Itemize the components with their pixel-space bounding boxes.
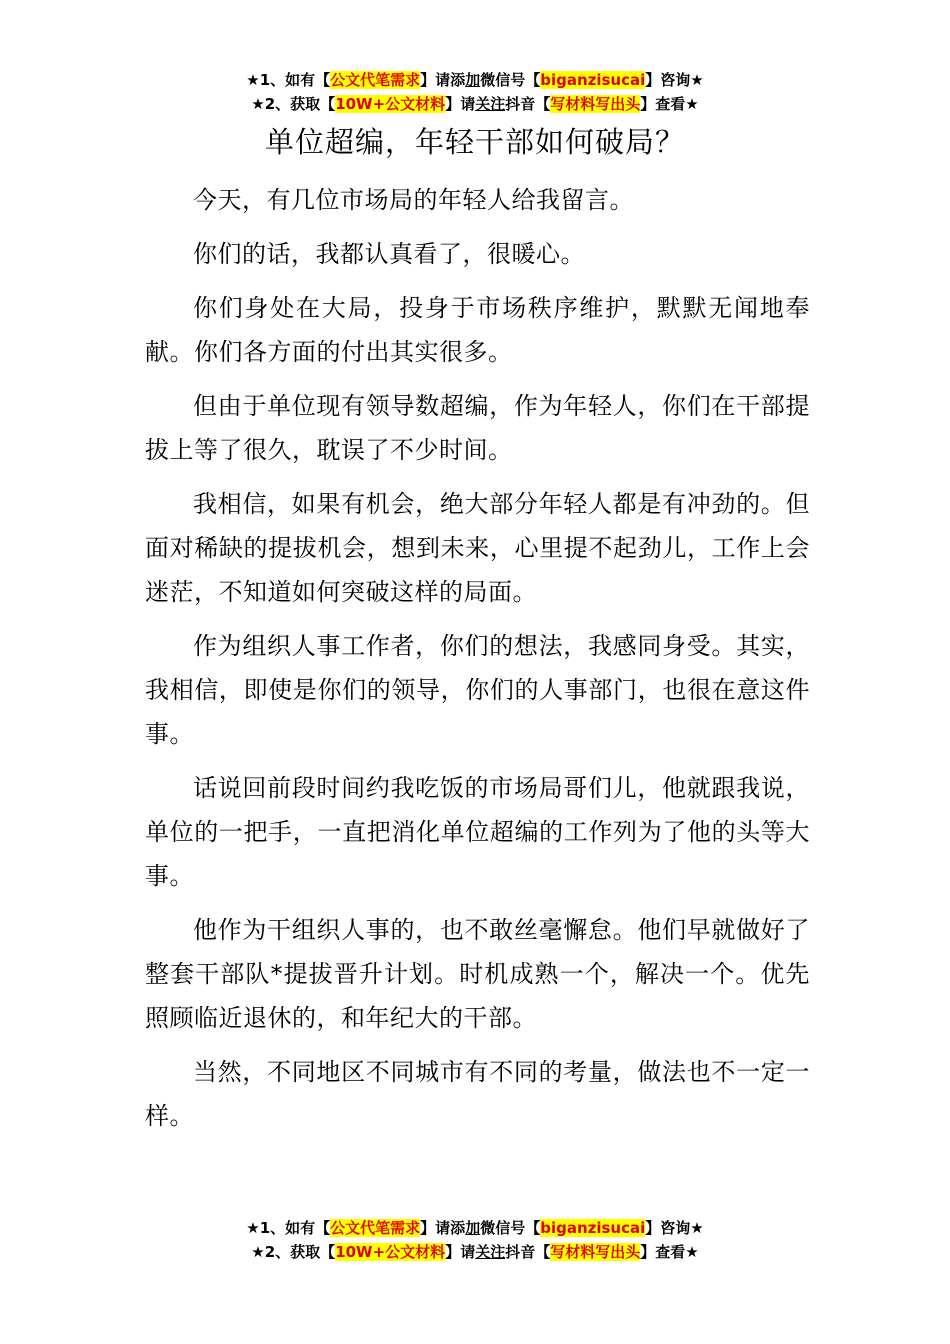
paragraph: 我相信，如果有机会，绝大部分年轻人都是有冲劲的。但面对稀缺的提拔机会，想到未来，心里提不起劲儿，工作上会迷茫，不知道如何突破这样的局面。 xyxy=(145,490,810,606)
banner-text: 微信号【 xyxy=(480,1219,541,1237)
banner-highlight: 公文代笔需求 xyxy=(330,71,421,89)
paragraph: 当然，不同地区不同城市有不同的考量，做法也不一定一样。 xyxy=(145,1058,810,1130)
banner-text: 】咨询★ xyxy=(645,1219,704,1237)
document-body xyxy=(145,178,810,1148)
document-title: 单位超编，年轻干部如何破局？ xyxy=(264,125,685,159)
banner-text: ★1、如有【 xyxy=(246,71,331,89)
header-banner xyxy=(0,68,950,116)
banner-text: 】请添 xyxy=(420,71,466,89)
banner-underline: 加 xyxy=(465,71,481,89)
banner-text: 抖音【 xyxy=(505,95,551,113)
banner-line-1 xyxy=(0,68,950,92)
banner-text: ★2、获取【 xyxy=(251,1243,336,1261)
paragraph: 他作为干组织人事的，也不敢丝毫懈怠。他们早就做好了整套干部队*提拔晋升计划。时机成熟一个，解决一个。优先照顾临近退休的，和年纪大的干部。 xyxy=(145,916,810,1032)
banner-highlight: 10W+公文材料 xyxy=(335,1243,446,1261)
banner-text: ★2、获取【 xyxy=(251,95,336,113)
banner-wechat-id: biganzisucai xyxy=(540,1219,646,1237)
banner-underline: 关注 xyxy=(475,95,506,113)
paragraph: 今天，有几位市场局的年轻人给我留言。 xyxy=(193,186,634,214)
paragraph: 话说回前段时间约我吃饭的市场局哥们儿，他就跟我说，单位的一把手，一直把消化单位超编的工作列为了他的头等大事。 xyxy=(145,774,810,890)
banner-underline: 加 xyxy=(465,1219,481,1237)
banner-text: 】请添 xyxy=(420,1219,466,1237)
banner-text: 】请 xyxy=(445,1243,476,1261)
banner-douyin-id: 写材料写出头 xyxy=(550,1243,641,1261)
banner-wechat-id: biganzisucai xyxy=(540,71,646,89)
banner-line-1 xyxy=(0,1216,950,1240)
banner-text: 】咨询★ xyxy=(645,71,704,89)
banner-text: 抖音【 xyxy=(505,1243,551,1261)
banner-underline: 关注 xyxy=(475,1243,506,1261)
footer-banner xyxy=(0,1216,950,1264)
banner-text: 】查看★ xyxy=(640,95,699,113)
banner-highlight: 10W+公文材料 xyxy=(335,95,446,113)
banner-highlight: 公文代笔需求 xyxy=(330,1219,421,1237)
banner-douyin-id: 写材料写出头 xyxy=(550,95,641,113)
paragraph: 但由于单位现有领导数超编，作为年轻人，你们在干部提拔上等了很久，耽误了不少时间。 xyxy=(145,392,810,464)
paragraph: 你们的话，我都认真看了，很暖心。 xyxy=(193,240,585,268)
banner-text: 微信号【 xyxy=(480,71,541,89)
banner-line-2 xyxy=(0,1240,950,1264)
paragraph: 作为组织人事工作者，你们的想法，我感同身受。其实，我相信，即使是你们的领导，你们的人事部门，也很在意这件事。 xyxy=(145,632,810,748)
banner-text: 】请 xyxy=(445,95,476,113)
banner-text: ★1、如有【 xyxy=(246,1219,331,1237)
banner-line-2 xyxy=(0,92,950,116)
paragraph: 你们身处在大局，投身于市场秩序维护，默默无闻地奉献。你们各方面的付出其实很多。 xyxy=(145,294,810,366)
banner-text: 】查看★ xyxy=(640,1243,699,1261)
